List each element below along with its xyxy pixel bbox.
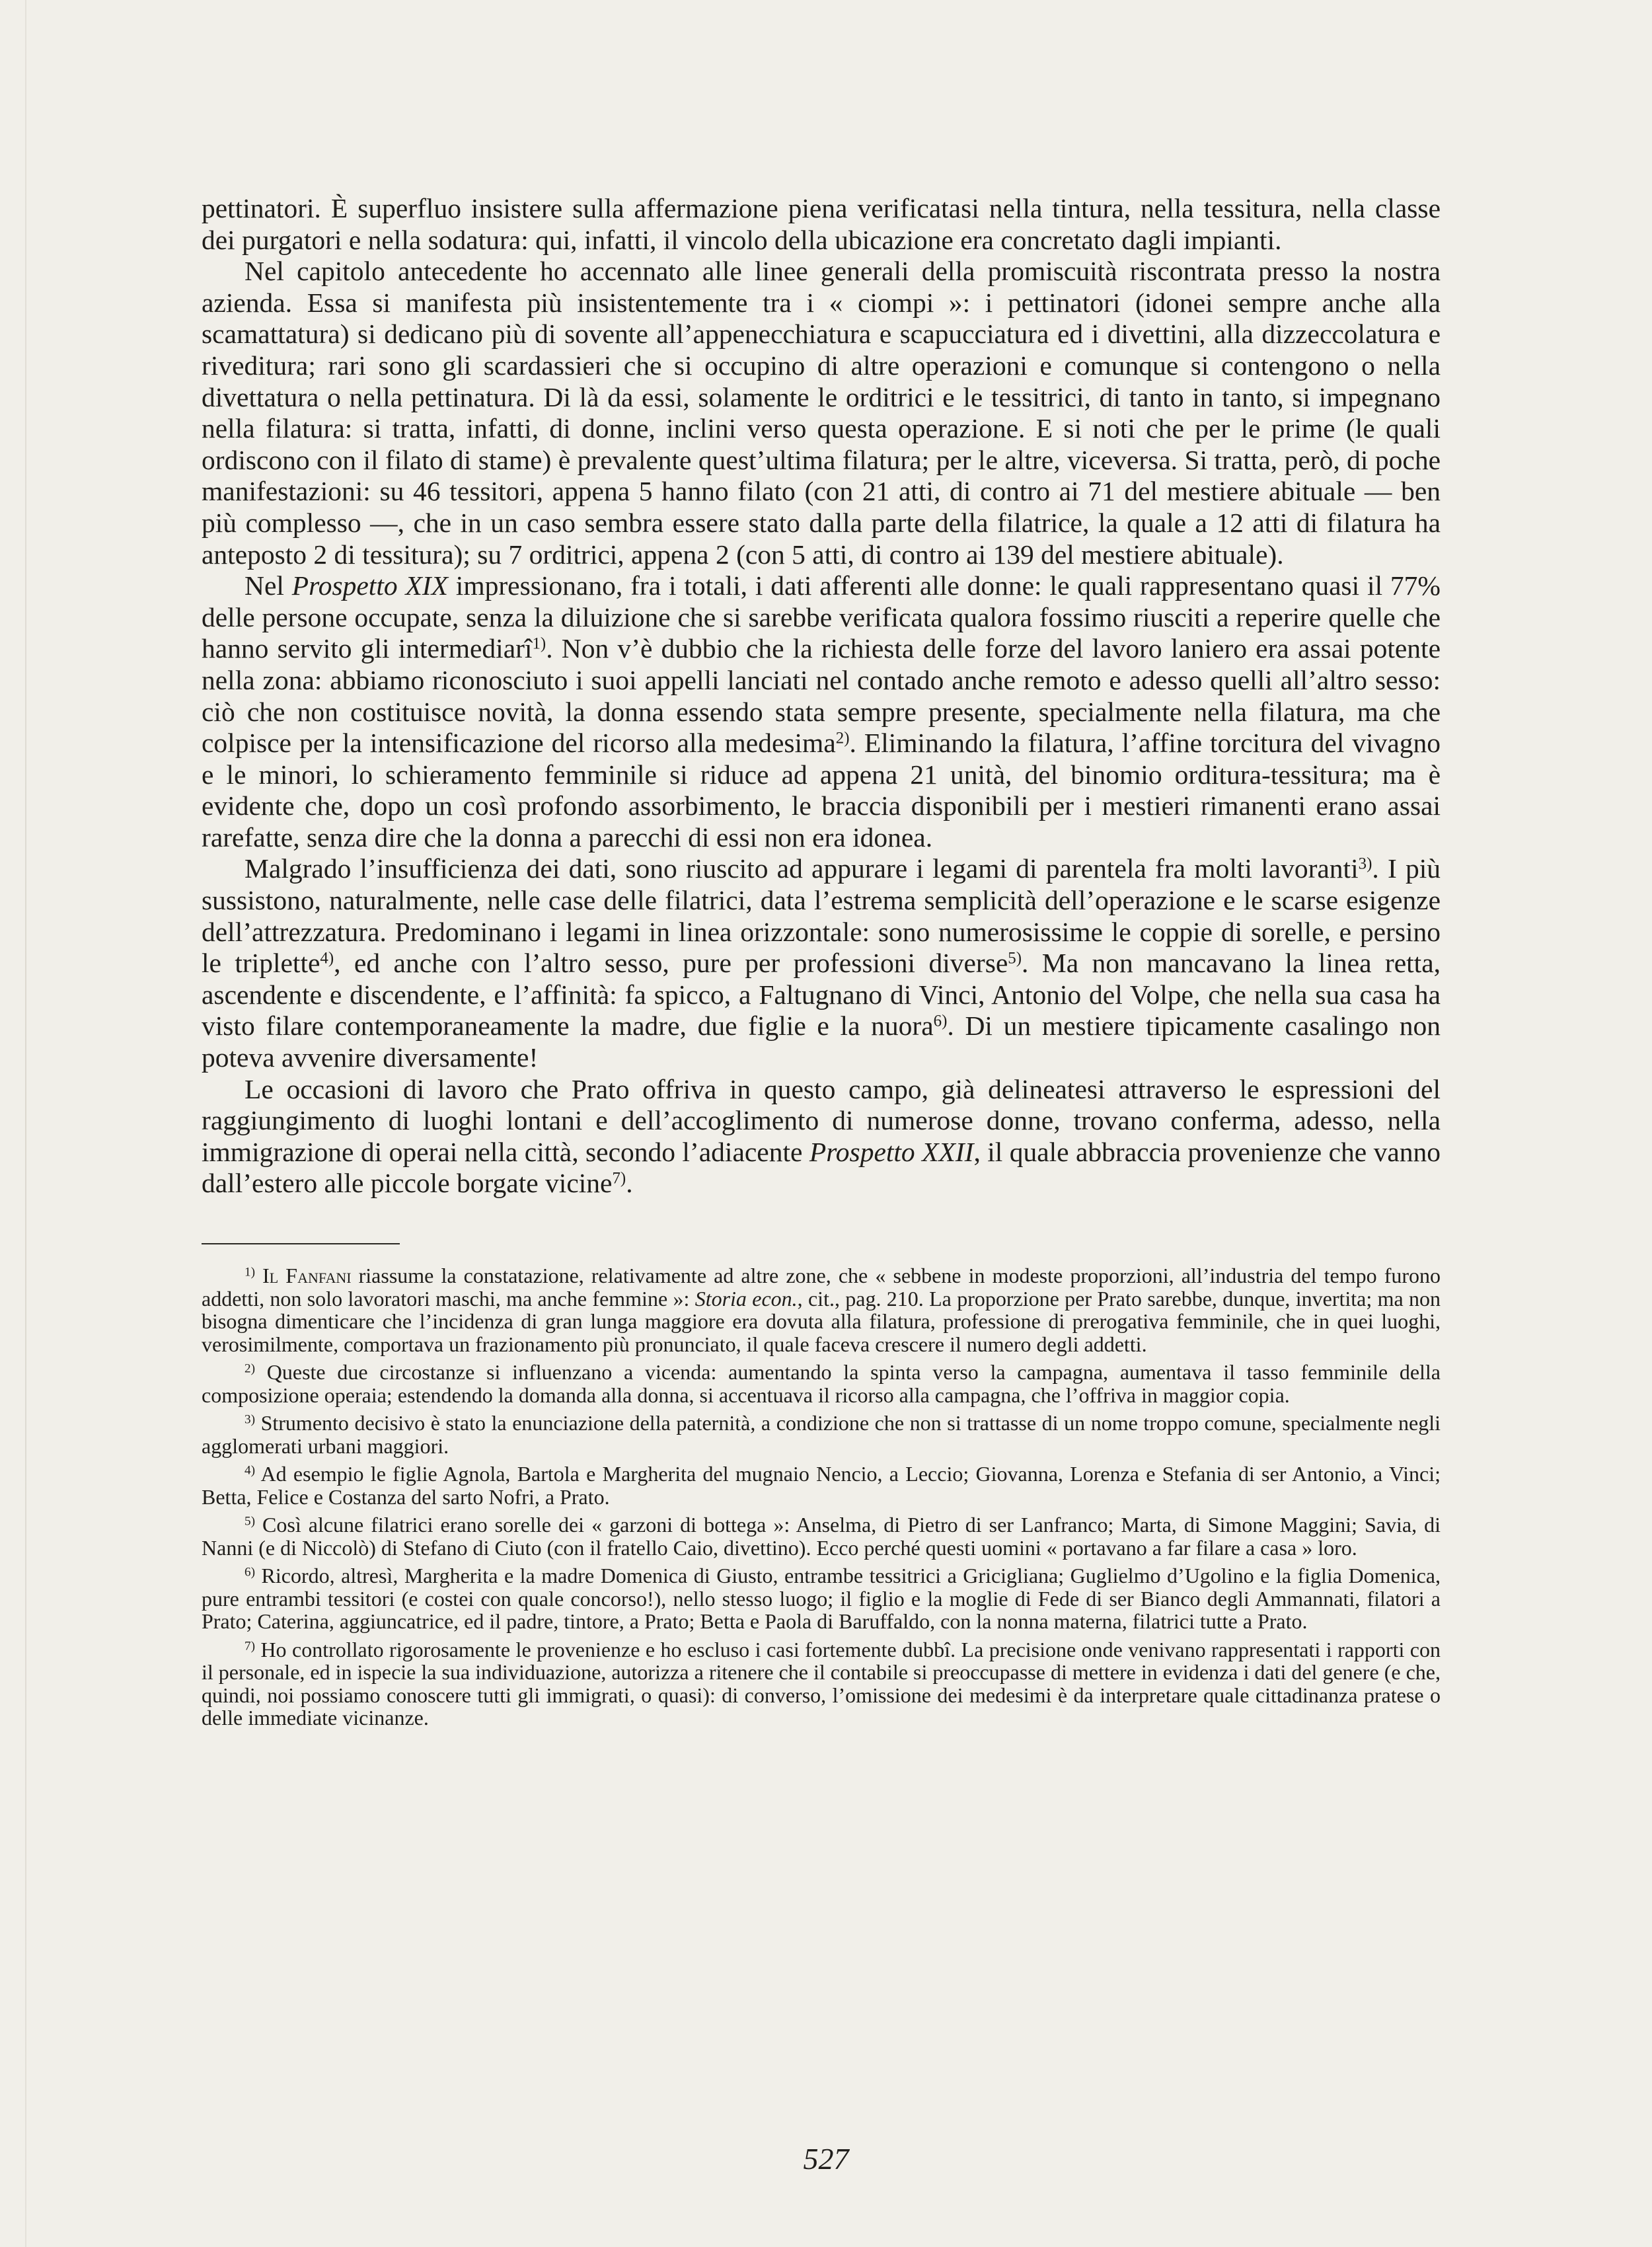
footnote-ref-4: 4)	[320, 949, 334, 968]
footnote-divider	[202, 1243, 400, 1244]
footnote-ref-7: 7)	[612, 1169, 626, 1188]
paragraph-3: Nel Prospetto XIX impressionano, fra i totali, i dati afferenti alle donne: le quali rappresentano quasi il 77% delle persone occupate, senza la diluizione che si sarebbe verificata qualora fossimo riusciti a reperire quelle che hanno servito gli intermediarî$^{1)}$. Non v’è dubbio che la richiesta delle forze del lavoro laniero era assai potente nella zona: abbiamo riconosciuto i suoi appelli lanciati nel contado anche remoto e adesso quelli all’altro sesso: ciò che non costituisce novità, la donna essendo stata sempre presente, specialmente nella filatura, ma che colpisce per la intensificazione del ricorso alla medesima$^{2)}$. Eliminando la filatura, l’affine torcitura del vivagno e le minori, lo schieramento femminile si riduce ad appena 21 unità, del binomio orditura-tessitura; ma è evidente che, dopo un così profondo assorbimento, le braccia disponibili per i mestieri rimanenti erano assai rarefatte, senza dire che la donna a parecchi di essi non era idonea.	[202, 570, 1441, 853]
footnote-4: $^{4)}$ Ad esempio le figlie Agnola, Bartola e Margherita del mugnaio Nencio, a Leccio; Giovanna, Lorenza e Stefania di ser Antonio, a Vinci; Betta, Felice e Costanza del sarto Nofri, a Prato.	[202, 1462, 1441, 1509]
page-number: 527	[803, 2142, 849, 2176]
footnote-author: Il Fanfani	[262, 1264, 352, 1287]
body-text	[202, 193, 1441, 1200]
text-block	[202, 193, 1441, 1735]
paragraph-5: Le occasioni di lavoro che Prato offriva in questo campo, già delineatesi attraverso le espressioni del raggiungimento di luoghi lontani e dell’accoglimento di numerose donne, trovano conferma, adesso, nella immigrazione di operai nella città, secondo l’adiacente Prospetto XXII, il quale abbraccia provenienze che vanno dall’estero alle piccole borgate vicine$^{7)}$.	[202, 1073, 1441, 1199]
footnote-ref-3: 3)	[1358, 855, 1372, 873]
footnote-6: $^{6)}$ Ricordo, altresì, Margherita e la madre Domenica di Giusto, entrambe tessitrici a Gricigliana; Guglielmo d’Ugolino e la figlia Domenica, pure entrambi tessitori (e costei con quale concorso!), nello stesso luogo; il figlio e la moglie di Fede di ser Bianco degli Ammannati, filatori a Prato; Caterina, aggiuncatrice, ed il padre, tintore, a Prato; Betta e Paola di Baruffaldo, con la nonna materna, filatrici tutte a Prato.	[202, 1564, 1441, 1633]
paragraph-2: Nel capitolo antecedente ho accennato alle linee generali della promiscuità riscontrata presso la nostra azienda. Essa si manifesta più insistentemente tra i « ciompi »: i pettinatori (idonei sempre anche alla scamattatura) si dedicano più di sovente all’appenecchiatura e scapucciatura ed i divettini, alla dizzeccolatura e riveditura; rari sono gli scardassieri che si occupino di altre operazioni e comunque si contengono o nella divettatura o nella pettinatura. Di là da essi, solamente le orditrici e le tessitrici, di tanto in tanto, si impegnano nella filatura: si tratta, infatti, di donne, inclini verso questa operazione. E si noti che per le prime (le quali ordiscono con il filato di stame) è prevalente quest’ultima filatura; per le altre, viceversa. Si tratta, però, di poche manifestazioni: su 46 tessitori, appena 5 hanno filato (con 21 atti, di contro ai 71 del mestiere abituale — ben più complesso —, che in un caso sembra essere stato dalla parte della filatrice, la quale a 12 atti di filatura ha anteposto 2 di tessitura); su 7 orditrici, appena 2 (con 5 atti, di contro ai 139 del mestiere abituale).	[202, 256, 1441, 570]
paragraph-1: pettinatori. È superfluo insistere sulla affermazione piena verificatasi nella tintura, nella tessitura, nella classe dei purgatori e nella sodatura: qui, infatti, il vincolo della ubicazione era concretato dagli impianti.	[202, 193, 1441, 255]
footnote-ref-2: 2)	[835, 729, 850, 747]
footnote-ref-5: 5)	[1008, 949, 1022, 968]
footnote-1: $^{1)}$ Il Fanfani riassume la constatazione, relativamente ad altre zone, che « sebbene in modeste proporzioni, all’industria del tempo furono addetti, non solo lavoratori maschi, ma anche femmine »: Storia econ., cit., pag. 210. La proporzione per Prato sarebbe, dunque, invertita; ma non bisogna dimenticare che l’incidenza di gran lunga maggiore era dovuta alla filatura, professione di prerogativa femminile, che in quei luoghi, verosimilmente, comportava un frazionamento più pronunciato, il quale faceva crescere il numero degli addetti.	[202, 1264, 1441, 1356]
footnotes	[202, 1264, 1441, 1730]
footnote-7: $^{7)}$ Ho controllato rigorosamente le provenienze e ho escluso i casi fortemente dubbî. La precisione onde venivano rappresentati i rapporti con il personale, ed in ispecie la sua individuazione, autorizza a ritenere che il contabile si preoccupasse di mettere in evidenza i dati del genere (e che, quindi, noi possiamo conoscere tutti gli immigrati, o quasi): di converso, l’omissione dei medesimi è da interpretare quale cittadinanza pratese o delle immediate vicinanze.	[202, 1637, 1441, 1730]
prospetto-xxii-ref: Prospetto XXII	[809, 1136, 974, 1167]
footnote-ref-6: 6)	[933, 1012, 948, 1030]
footnote-2: $^{2)}$ Queste due circostanze si influenzano a vicenda: aumentando la spinta verso la campagna, aumentava il tasso femminile della composizione operaia; estendendo la domanda alla donna, si accentuava il ricorso alla campagna, che l’offriva in maggior copia.	[202, 1360, 1441, 1407]
footnote-3: $^{3)}$ Strumento decisivo è stato la enunciazione della paternità, a condizione che non si trattasse di un nome troppo comune, specialmente negli agglomerati urbani maggiori.	[202, 1411, 1441, 1458]
footnote-5: $^{5)}$ Così alcune filatrici erano sorelle dei « garzoni di bottega »: Anselma, di Pietro di ser Lanfranco; Marta, di Simone Maggini; Savia, di Nanni (e di Niccolò) di Stefano di Ciuto (con il fratello Caio, divettino). Ecco perché questi uomini « portavano a far filare a casa » loro.	[202, 1513, 1441, 1560]
footnote-ref-1: 1)	[532, 634, 546, 653]
paragraph-4: Malgrado l’insufficienza dei dati, sono riuscito ad appurare i legami di parentela fra molti lavoranti$^{3)}$. I più sussistono, naturalmente, nelle case delle filatrici, data l’estrema semplicità dell’operazione e le scarse esigenze dell’attrezzatura. Predominano i legami in linea orizzontale: sono numerosissime le coppie di sorelle, e persino le triplette$^{4)}$, ed anche con l’altro sesso, pure per professioni diverse$^{5)}$. Ma non mancavano la linea retta, ascendente e discendente, e l’affinità: fa spicco, a Faltugnano di Vinci, Antonio del Volpe, che nella sua casa ha visto filare contemporaneamente la madre, due figlie e la nuora$^{6)}$. Di un mestiere tipicamente casalingo non poteva avvenire diversamente!	[202, 853, 1441, 1073]
prospetto-xix-ref: Prospetto XIX	[291, 570, 448, 601]
